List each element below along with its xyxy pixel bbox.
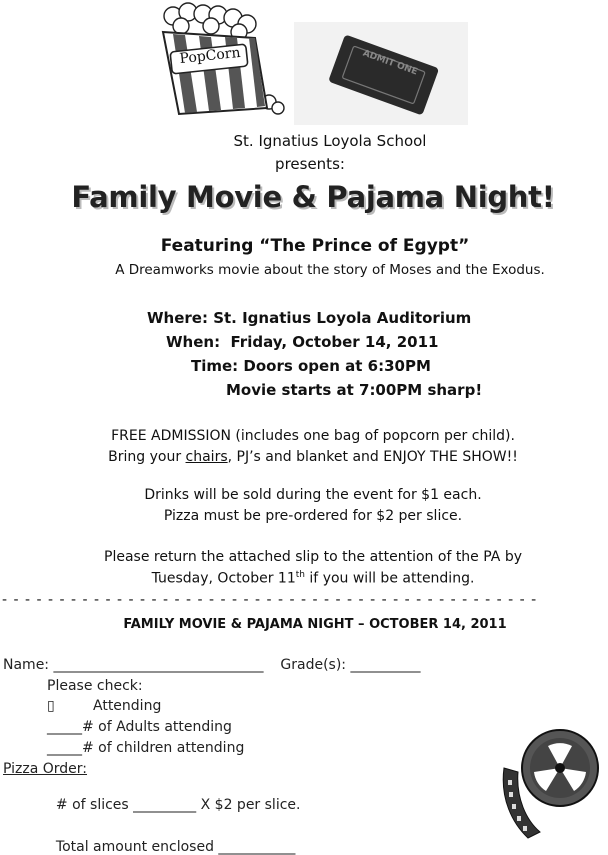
slices-field[interactable]: _________ xyxy=(133,797,197,813)
attending-row xyxy=(47,698,161,714)
name-field[interactable]: ______________________________ xyxy=(53,657,264,673)
when-line: When: Friday, October 14, 2011 xyxy=(166,333,439,351)
bring-prefix: Bring your xyxy=(108,449,186,465)
grade-label: Grade(s): xyxy=(280,657,347,673)
return-line-1: Please return the attached slip to the attention of the PA by xyxy=(104,549,522,565)
drinks-line: Drinks will be sold during the event for $1 each. xyxy=(144,487,482,503)
where-line: Where: St. Ignatius Loyola Auditorium xyxy=(147,309,472,327)
bring-suffix: , PJ’s and blanket and ENJOY THE SHOW!! xyxy=(227,449,518,465)
adults-field[interactable]: _____ xyxy=(47,719,82,735)
adults-row xyxy=(47,719,232,735)
return-line-2 xyxy=(0,570,608,587)
children-row xyxy=(47,740,244,756)
return-date-sup: th xyxy=(295,570,305,580)
ticket-label: ADMIT ONE xyxy=(361,48,419,78)
slices-row xyxy=(47,781,300,813)
please-check: Please check: xyxy=(47,678,143,694)
slices-suffix: X $2 per slice. xyxy=(196,797,301,813)
grade-field[interactable]: __________ xyxy=(350,657,421,673)
bring-line xyxy=(0,449,608,465)
name-row xyxy=(3,657,420,673)
total-field[interactable]: ___________ xyxy=(218,839,296,855)
pizza-line: Pizza must be pre-ordered for $2 per slice. xyxy=(163,508,463,524)
total-prefix: Total amount enclosed xyxy=(55,839,219,855)
school-name: St. Ignatius Loyola School xyxy=(233,132,427,150)
pizza-order-label: Pizza Order: xyxy=(3,761,88,777)
featuring-line: Featuring “The Prince of Egypt” xyxy=(160,236,470,256)
presents-text: presents: xyxy=(275,155,345,173)
page-title: Family Movie & Pajama Night! xyxy=(71,180,555,214)
movie-start-line: Movie starts at 7:00PM sharp! xyxy=(226,381,483,399)
slices-prefix: # of slices xyxy=(55,797,134,813)
total-row xyxy=(47,823,295,855)
attending-label: Attending xyxy=(93,698,162,714)
popcorn-label: PopCorn xyxy=(178,44,242,68)
slip-heading: FAMILY MOVIE & PAJAMA NIGHT – OCTOBER 14, 2011 xyxy=(123,617,507,632)
admission-line: FREE ADMISSION (includes one bag of popcorn per child). xyxy=(111,428,515,444)
attending-checkbox[interactable]: ▯ xyxy=(47,698,55,714)
time-line: Time: Doors open at 6:30PM xyxy=(191,357,431,375)
cut-line: - - - - - - - - - - - - - - - - - - - - - - - - - - - - - - - - - - - - - - - - - - - - - - - xyxy=(2,592,538,608)
ticket-illustration xyxy=(294,22,468,125)
children-field[interactable]: _____ xyxy=(47,740,82,756)
film-reel-icon xyxy=(498,728,602,844)
name-label: Name: xyxy=(3,657,50,673)
bring-chairs: chairs xyxy=(185,449,228,465)
children-label: # of children attending xyxy=(82,740,245,756)
return-suffix: if you will be attending. xyxy=(304,570,475,587)
movie-description: A Dreamworks movie about the story of Moses and the Exodus. xyxy=(115,262,545,278)
adults-label: # of Adults attending xyxy=(82,719,232,735)
return-date: Tuesday, October 11 xyxy=(151,570,296,587)
